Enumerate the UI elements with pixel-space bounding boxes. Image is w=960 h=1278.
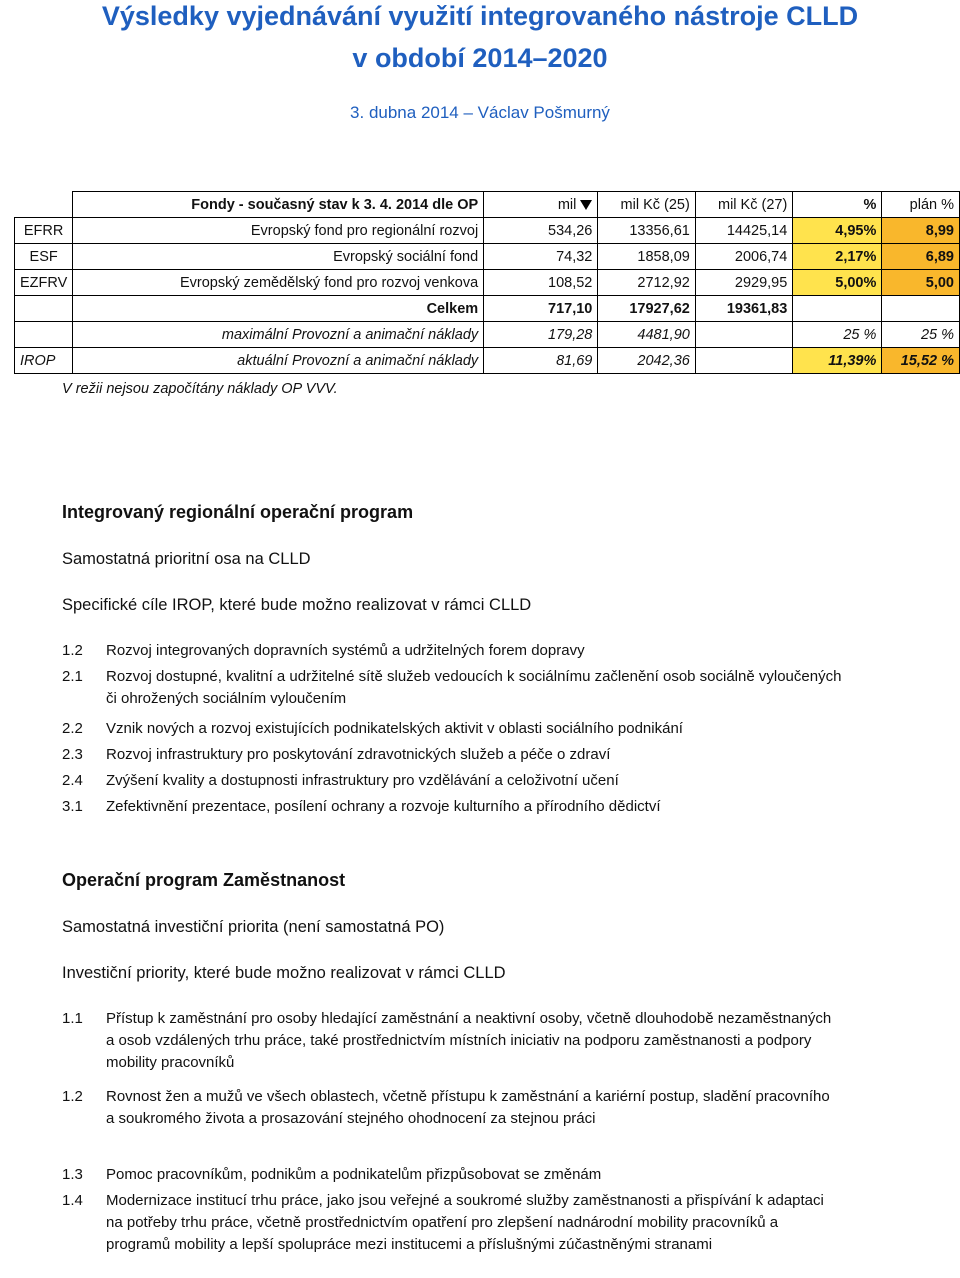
header-kc27: mil Kč (27): [695, 192, 792, 218]
opz-heading: Operační program Zaměstnanost: [62, 870, 346, 890]
fund-plan: 6,89: [882, 244, 960, 270]
fund-kc25: 13356,61: [598, 218, 695, 244]
actual-costs-mil: 81,69: [484, 348, 598, 374]
fund-mil: 74,32: [484, 244, 598, 270]
list-item: 3.1 Zefektivnění prezentace, posílení ochrany a rozvoje kulturního a přírodního dědictví: [62, 798, 661, 815]
total-mil: 717,10: [484, 296, 598, 322]
actual-costs-kc25: 2042,36: [598, 348, 695, 374]
fund-plan: 8,99: [882, 218, 960, 244]
header-plan: plán %: [882, 192, 960, 218]
total-row: [15, 296, 960, 322]
max-costs-mil: 179,28: [484, 322, 598, 348]
table-row: [15, 244, 960, 270]
fund-kc25: 1858,09: [598, 244, 695, 270]
max-costs-row: [15, 322, 960, 348]
total-kc27: 19361,83: [695, 296, 792, 322]
fund-code: EFRR: [15, 218, 73, 244]
table-header-row: [15, 192, 960, 218]
list-item: 1.4 Modernizace institucí trhu práce, jako jsou veřejné a soukromé služby zaměstnanosti a přispívání k adaptaci na potřeby trhu práce, včetně prostřednictvím opatření pro zlepšení nadnárodní mobility pracovníků a programů mobility a lepší spolupráce mezi institucemi a příslušnými zúčastněnými stranami: [62, 1192, 824, 1253]
list-item: 1.2 Rovnost žen a mužů ve všech oblastech, včetně přístupu k zaměstnání a kariérní postup, sladění pracovního a soukromého života a prosazování stejného ohodnocení za stejnou práci: [62, 1088, 830, 1127]
fund-pct: 2,17%: [793, 244, 882, 270]
list-item: 1.1 Přístup k zaměstnání pro osoby hledající zaměstnání a neaktivní osoby, včetně dlouhodobě nezaměstnaných a osob vzdálených trhu práce, také prostřednictvím místních iniciativ na podporu zaměstnanosti a podpory mobility pracovníků: [62, 1010, 832, 1071]
actual-costs-plan: 15,52 %: [882, 348, 960, 374]
header-pct: %: [793, 192, 882, 218]
page-subtitle: 3. dubna 2014 – Václav Pošmurný: [350, 103, 610, 122]
irop-line2: Specifické cíle IROP, které bude možno realizovat v rámci CLLD: [62, 596, 532, 614]
fund-kc27: 14425,14: [695, 218, 792, 244]
table-note: V režii nejsou započítány náklady OP VVV.: [62, 381, 338, 397]
page-title-line2: v období 2014–2020: [352, 43, 608, 73]
actual-costs-row: [15, 348, 960, 374]
fund-pct: 5,00%: [793, 270, 882, 296]
funds-table: [14, 191, 960, 374]
actual-costs-code: IROP: [15, 348, 73, 374]
header-label: Fondy - současný stav k 3. 4. 2014 dle OP: [73, 192, 484, 218]
fund-mil: 108,52: [484, 270, 598, 296]
list-item: 2.1 Rozvoj dostupné, kvalitní a udržitelné sítě služeb vedoucích k sociálnímu začlenění osob sociálně vyloučených či ohrožených sociálním vyloučením: [62, 668, 842, 707]
irop-heading: Integrovaný regionální operační program: [62, 502, 414, 522]
actual-costs-label: aktuální Provozní a animační náklady: [73, 348, 484, 374]
opz-line1: Samostatná investiční priorita (není samostatná PO): [62, 918, 445, 936]
fund-mil: 534,26: [484, 218, 598, 244]
max-costs-kc25: 4481,90: [598, 322, 695, 348]
list-item: 2.2 Vznik nových a rozvoj existujících podnikatelských aktivit v oblasti sociálního podnikání: [62, 720, 683, 737]
list-item: 1.2 Rozvoj integrovaných dopravních systémů a udržitelných forem dopravy: [62, 642, 585, 659]
list-item: 2.3 Rozvoj infrastruktury pro poskytování zdravotnických služeb a péče o zdraví: [62, 746, 611, 763]
table-row: [15, 218, 960, 244]
fund-kc27: 2929,95: [695, 270, 792, 296]
max-costs-label: maximální Provozní a animační náklady: [73, 322, 484, 348]
fund-name: Evropský zemědělský fond pro rozvoj venkova: [73, 270, 484, 296]
fund-code: EZFRV: [15, 270, 73, 296]
opz-line2: Investiční priority, které bude možno realizovat v rámci CLLD: [62, 964, 506, 982]
actual-costs-pct: 11,39%: [793, 348, 882, 374]
euro-down-icon: [580, 200, 592, 210]
fund-name: Evropský fond pro regionální rozvoj: [73, 218, 484, 244]
header-kc25: mil Kč (25): [598, 192, 695, 218]
irop-line1: Samostatná prioritní osa na CLLD: [62, 550, 311, 568]
list-item: 1.3 Pomoc pracovníkům, podnikům a podnikatelům přizpůsobovat se změnám: [62, 1166, 602, 1183]
fund-kc25: 2712,92: [598, 270, 695, 296]
max-costs-plan: 25 %: [882, 322, 960, 348]
total-label: Celkem: [73, 296, 484, 322]
fund-pct: 4,95%: [793, 218, 882, 244]
list-item: 2.4 Zvýšení kvality a dostupnosti infrastruktury pro vzdělávání a celoživotní učení: [62, 772, 619, 789]
fund-kc27: 2006,74: [695, 244, 792, 270]
header-mil: mil: [484, 192, 598, 218]
fund-code: ESF: [15, 244, 73, 270]
fund-name: Evropský sociální fond: [73, 244, 484, 270]
total-kc25: 17927,62: [598, 296, 695, 322]
table-row: [15, 270, 960, 296]
max-costs-pct: 25 %: [793, 322, 882, 348]
page-title: Výsledky vyjednávání využití integrovaného nástroje CLLD: [101, 1, 859, 31]
fund-plan: 5,00: [882, 270, 960, 296]
